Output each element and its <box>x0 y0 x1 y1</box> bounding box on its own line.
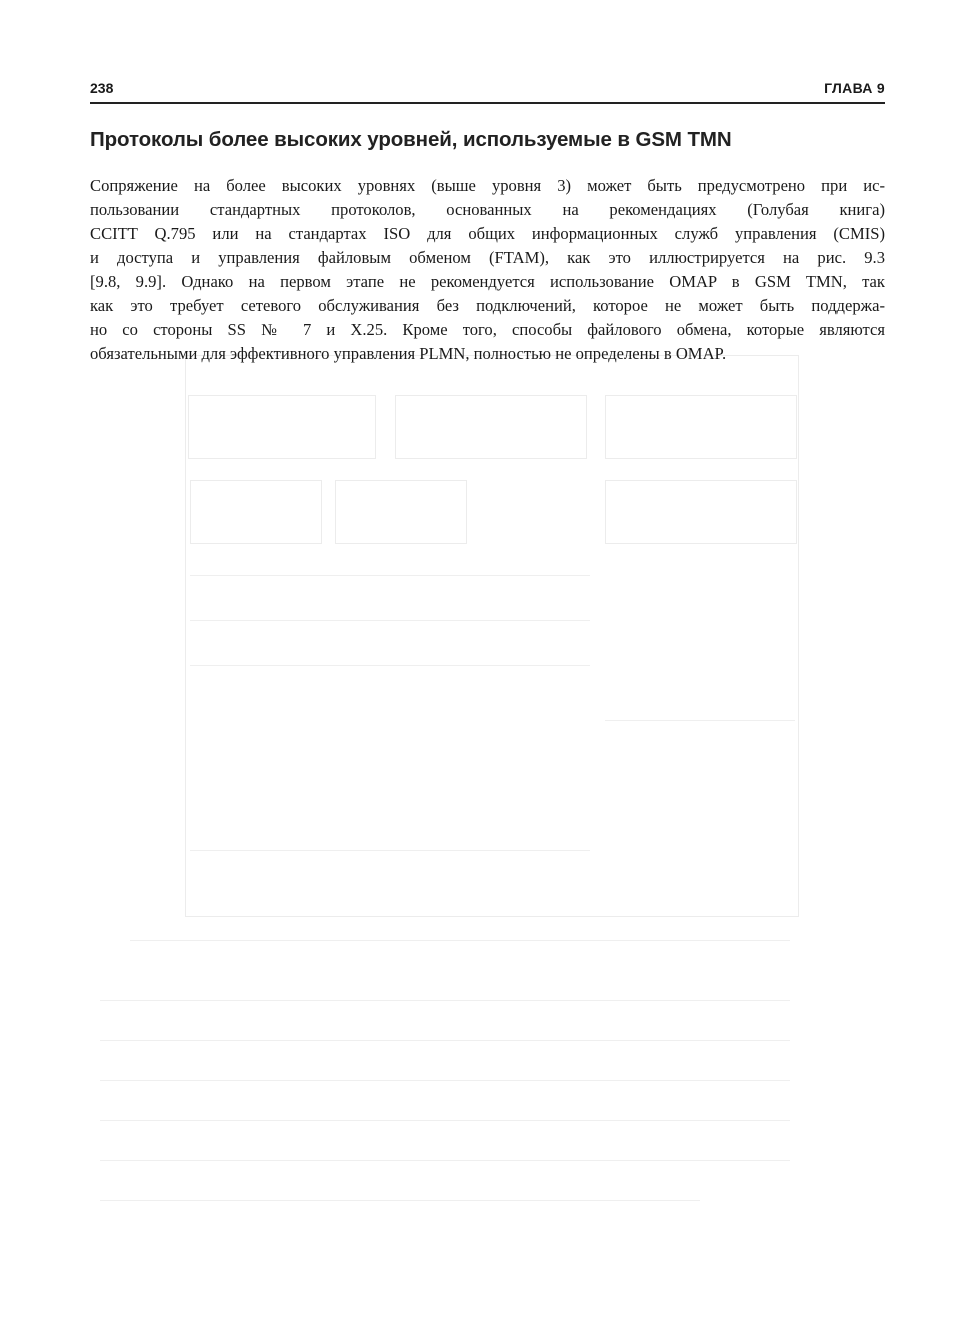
bleed-through-box <box>605 480 797 544</box>
bleed-through-rule <box>100 1080 790 1081</box>
paragraph-line: обязательными для эффективного управления PLMN, полностью не определены в OMAP. <box>90 344 727 363</box>
bleed-through-rule <box>605 720 795 721</box>
bleed-through-rule <box>100 1040 790 1041</box>
bleed-through-box <box>395 395 587 459</box>
body-paragraph <box>90 174 885 366</box>
section-title: Протоколы более высоких уровней, используемые в GSM TMN <box>90 128 732 151</box>
paragraph-line: CCITT Q.795 или на стандартах ISO для общих информационных служб управления (CMIS) <box>90 224 885 243</box>
bleed-through-rule <box>190 665 590 666</box>
paragraph-line: как это требует сетевого обслуживания без подключений, которое не может быть поддержа- <box>90 296 885 315</box>
bleed-through-rule <box>100 1000 790 1001</box>
bleed-through-rule <box>190 620 590 621</box>
bleed-through-box <box>335 480 467 544</box>
bleed-through-box <box>190 480 322 544</box>
bleed-through-rule <box>100 1120 790 1121</box>
bleed-through-rule <box>190 850 590 851</box>
paragraph-line: Сопряжение на более высоких уровнях (выше уровня 3) может быть предусмотрено при ис- <box>90 176 885 195</box>
bleed-through-box <box>605 395 797 459</box>
bleed-through-rule <box>100 1200 700 1201</box>
bleed-through-rule <box>130 940 790 941</box>
running-header <box>90 74 885 104</box>
paragraph-line: но со стороны SS № 7 и X.25. Кроме того, способы файлового обмена, которые являются <box>90 320 885 339</box>
bleed-through-box <box>188 395 376 459</box>
page-number: 238 <box>90 80 114 96</box>
chapter-label: ГЛАВА 9 <box>824 80 885 96</box>
bleed-through-rule <box>190 575 590 576</box>
bleed-through-rule <box>100 1160 790 1161</box>
paragraph-line: и доступа и управления файловым обменом (FTAM), как это иллюстрируется на рис. 9.3 <box>90 248 885 267</box>
paragraph-line: [9.8, 9.9]. Однако на первом этапе не рекомендуется использование OMAP в GSM TMN, так <box>90 272 885 291</box>
paragraph-line: пользовании стандартных протоколов, основанных на рекомендациях (Голубая книга) <box>90 200 885 219</box>
